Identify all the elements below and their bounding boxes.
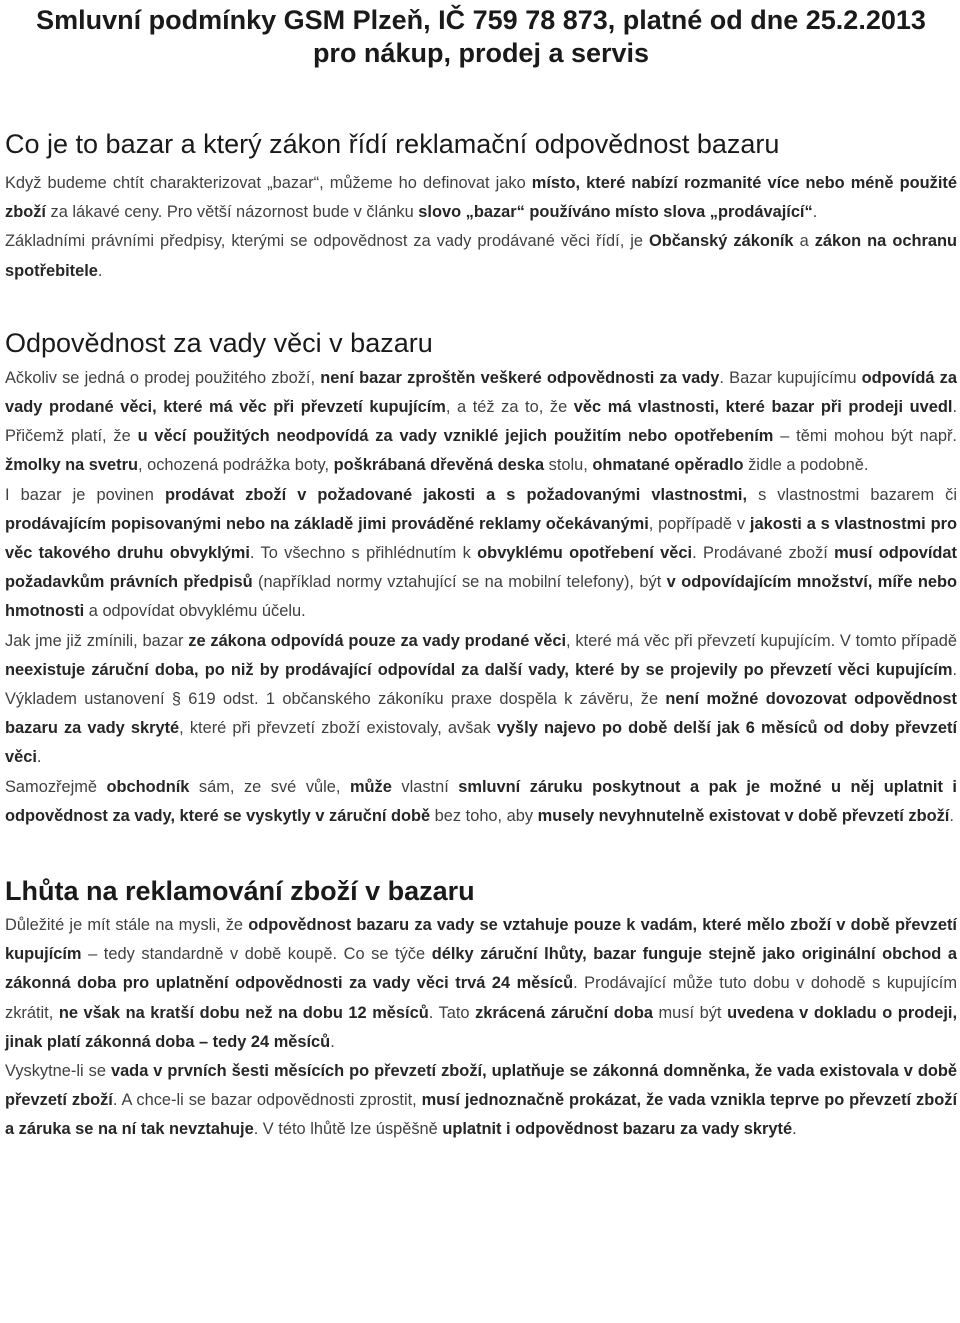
bold-text-run: Občanský zákoník <box>649 232 794 251</box>
paragraph <box>5 911 957 1057</box>
text-run: Důležité je mít stále na mysli, že <box>5 916 249 935</box>
text-run: Základními právními předpisy, kterými se odpovědnost za vady prodávané věci řídí, je <box>5 232 650 251</box>
bold-text-run: musí jednoznačně prokázat, že vada vznikla teprve po převzetí zboží a záruka se na ní tak nevztahuje <box>5 1091 958 1139</box>
text-run: Vyskytne-li se <box>5 1062 111 1081</box>
text-run: , které při převzetí zboží existovaly, avšak <box>179 719 497 738</box>
text-run: I bazar je povinen <box>5 485 165 504</box>
bold-text-run: ze zákona odpovídá pouze za vady prodané věci <box>188 631 567 650</box>
paragraph <box>5 227 957 285</box>
text-run: . V této lhůtě lze úspěšně <box>253 1120 443 1139</box>
bold-text-run: uplatnit i odpovědnost bazaru za vady skryté <box>442 1120 793 1139</box>
bold-text-run: smluvní záruku poskytnout a pak je možné u něj uplatnit i odpovědnost za vady, které se vyskytly v záruční době <box>5 777 957 825</box>
bold-text-run: obvyklému opotřebení věci <box>477 544 693 563</box>
bold-text-run: u věcí použitých neodpovídá za vady vzniklé jejich použitím nebo opotřebením <box>137 427 774 446</box>
bold-text-run: věc má vlastnosti, které bazar při prodeji uvedl <box>573 398 953 417</box>
text-run: , ochozená podrážka boty, <box>138 456 334 475</box>
document-title <box>5 0 957 70</box>
bold-text-run: může <box>349 777 392 796</box>
paragraph <box>5 773 957 831</box>
bold-text-run: prodávajícím popisovanými nebo na základě jimi prováděné reklamy očekávanými <box>5 514 649 533</box>
text-run: . <box>36 748 42 767</box>
text-run: . <box>330 1032 335 1051</box>
document-page <box>5 0 957 1145</box>
text-run: – těmi mohou být např. <box>773 427 957 446</box>
bold-text-run: žmolky na svetru <box>5 456 138 475</box>
bold-text-run: uvedena v dokladu o prodeji, jinak platí zákonná doba – tedy 24 měsíců <box>5 1003 957 1051</box>
text-run: . Bazar kupujícímu <box>719 368 862 387</box>
bold-text-run: prodávat zboží v požadované jakosti a s požadovanými vlastnostmi, <box>164 485 748 504</box>
text-run: . Výkladem ustanovení § 619 odst. 1 občanského zákoníku praxe dospěla k závěru, že <box>5 660 957 709</box>
bold-text-run: odpovídá za vady prodané věci, které má věc při převzetí kupujícím <box>5 368 957 417</box>
bold-text-run: jakosti a s vlastnostmi pro věc takového druhu obvyklými <box>5 514 957 563</box>
text-run: vlastní <box>391 777 459 796</box>
text-run: Jak jme již zmínili, bazar <box>5 631 189 650</box>
bold-text-run: vada v prvních šesti měsících po převzetí zboží, uplatňuje se zákonná domněnka, že vada existovala v době převzetí zboží <box>5 1062 957 1110</box>
text-run: (například normy vztahující se na mobilní telefony), být <box>252 573 667 592</box>
bold-text-run: neexistuje záruční doba, po niž by prodávající odpovídal za další vady, které by se projevily po převzetí věci kupujícím <box>5 660 953 679</box>
paragraph <box>5 364 957 481</box>
bold-text-run: ohmatané opěradlo <box>592 456 744 475</box>
paragraph <box>5 1057 957 1145</box>
bold-text-run: musí odpovídat požadavkům právních předpisů <box>5 544 957 592</box>
bold-text-run: není možné dovozovat odpovědnost bazaru za vady skryté <box>5 690 957 738</box>
text-run: . <box>812 203 818 222</box>
title-line-2: pro nákup, prodej a servis <box>312 38 650 68</box>
bold-text-run: zákon na ochranu spotřebitele <box>5 232 957 280</box>
text-run: Samozřejmě <box>5 777 107 796</box>
bold-text-run: slovo „bazar“ používáno místo slova „prodávající“ <box>418 203 813 222</box>
text-run: , které má věc při převzetí kupujícím. V tomto případě <box>566 631 957 650</box>
bold-text-run: musely nevyhnutelně existovat v době převzetí zboží <box>537 806 950 825</box>
text-run: , popřípadě v <box>648 514 750 533</box>
text-run: . <box>97 261 103 280</box>
paragraph <box>5 481 957 627</box>
bold-text-run: zkrácená záruční doba <box>475 1003 653 1022</box>
text-run: . Tato <box>428 1003 476 1022</box>
bold-text-run: není bazar zproštěn veškeré odpovědnosti za vady <box>320 368 720 387</box>
text-run: . A chce-li se bazar odpovědnosti zprostit, <box>112 1091 422 1110</box>
text-run: , a též za to, že <box>445 398 574 417</box>
bold-text-run: ne však na kratší dobu než na dobu 12 měsíců <box>58 1003 429 1022</box>
paragraph <box>5 627 957 773</box>
text-run: bez toho, aby <box>430 806 538 825</box>
bold-text-run: obchodník <box>106 777 190 796</box>
text-run: a odpovídat obvyklému účelu. <box>84 602 306 621</box>
text-run: . <box>792 1120 797 1139</box>
text-run: židle a podobně. <box>743 456 869 475</box>
bold-text-run: v odpovídajícím množství, míře nebo hmotnosti <box>5 573 957 621</box>
paragraph <box>5 169 957 227</box>
text-run: musí být <box>652 1003 728 1022</box>
section-heading-complaint-period: Lhůta na reklamování zboží v bazaru <box>5 876 475 907</box>
section-heading-bazar-definition: Co je to bazar a který zákon řídí reklamační odpovědnost bazaru <box>5 129 780 159</box>
title-line-1: Smluvní podmínky GSM Plzeň, IČ 759 78 873, platné od dne 25.2.2013 <box>36 5 926 35</box>
bold-text-run: místo, které nabízí rozmanité více nebo méně použité zboží <box>5 174 957 222</box>
text-run: . Prodávané zboží <box>692 544 835 563</box>
text-run: a <box>793 232 815 251</box>
text-run: stolu, <box>544 456 593 475</box>
bold-text-run: vyšly najevo po době delší jak 6 měsíců od doby převzetí věci <box>5 719 958 767</box>
text-run: s vlastnostmi bazarem či <box>747 485 957 504</box>
text-run: Když budeme chtít charakterizovat „bazar“, můžeme ho definovat jako <box>5 174 532 192</box>
text-run: . To všechno s přihlédnutím k <box>249 544 478 563</box>
text-run: . <box>949 806 954 825</box>
text-run: . Prodávající může tuto dobu v dohodě s kupujícím zkrátit, <box>5 974 957 1022</box>
bold-text-run: odpovědnost bazaru za vady se vztahuje pouze k vadám, které mělo zboží v době převzetí kupujícím <box>5 916 957 964</box>
text-run: Ačkoliv se jedná o prodej použitého zboží, <box>5 368 321 387</box>
bold-text-run: délky záruční lhůty, bazar funguje stejně jako originální obchod a zákonná doba pro uplatnění odpovědnosti za vady věci trvá 24 měsíců <box>5 945 957 993</box>
text-run: sám, ze své vůle, <box>189 777 350 796</box>
text-run: za lákavé ceny. Pro větší názornost bude v článku <box>45 203 419 222</box>
text-run: – tedy standardně v době koupě. Co se týče <box>81 945 432 964</box>
section-heading-liability: Odpovědnost za vady věci v bazaru <box>5 327 433 358</box>
text-run: . Přičemž platí, že <box>5 398 958 446</box>
bold-text-run: poškrábaná dřevěná deska <box>333 456 545 475</box>
